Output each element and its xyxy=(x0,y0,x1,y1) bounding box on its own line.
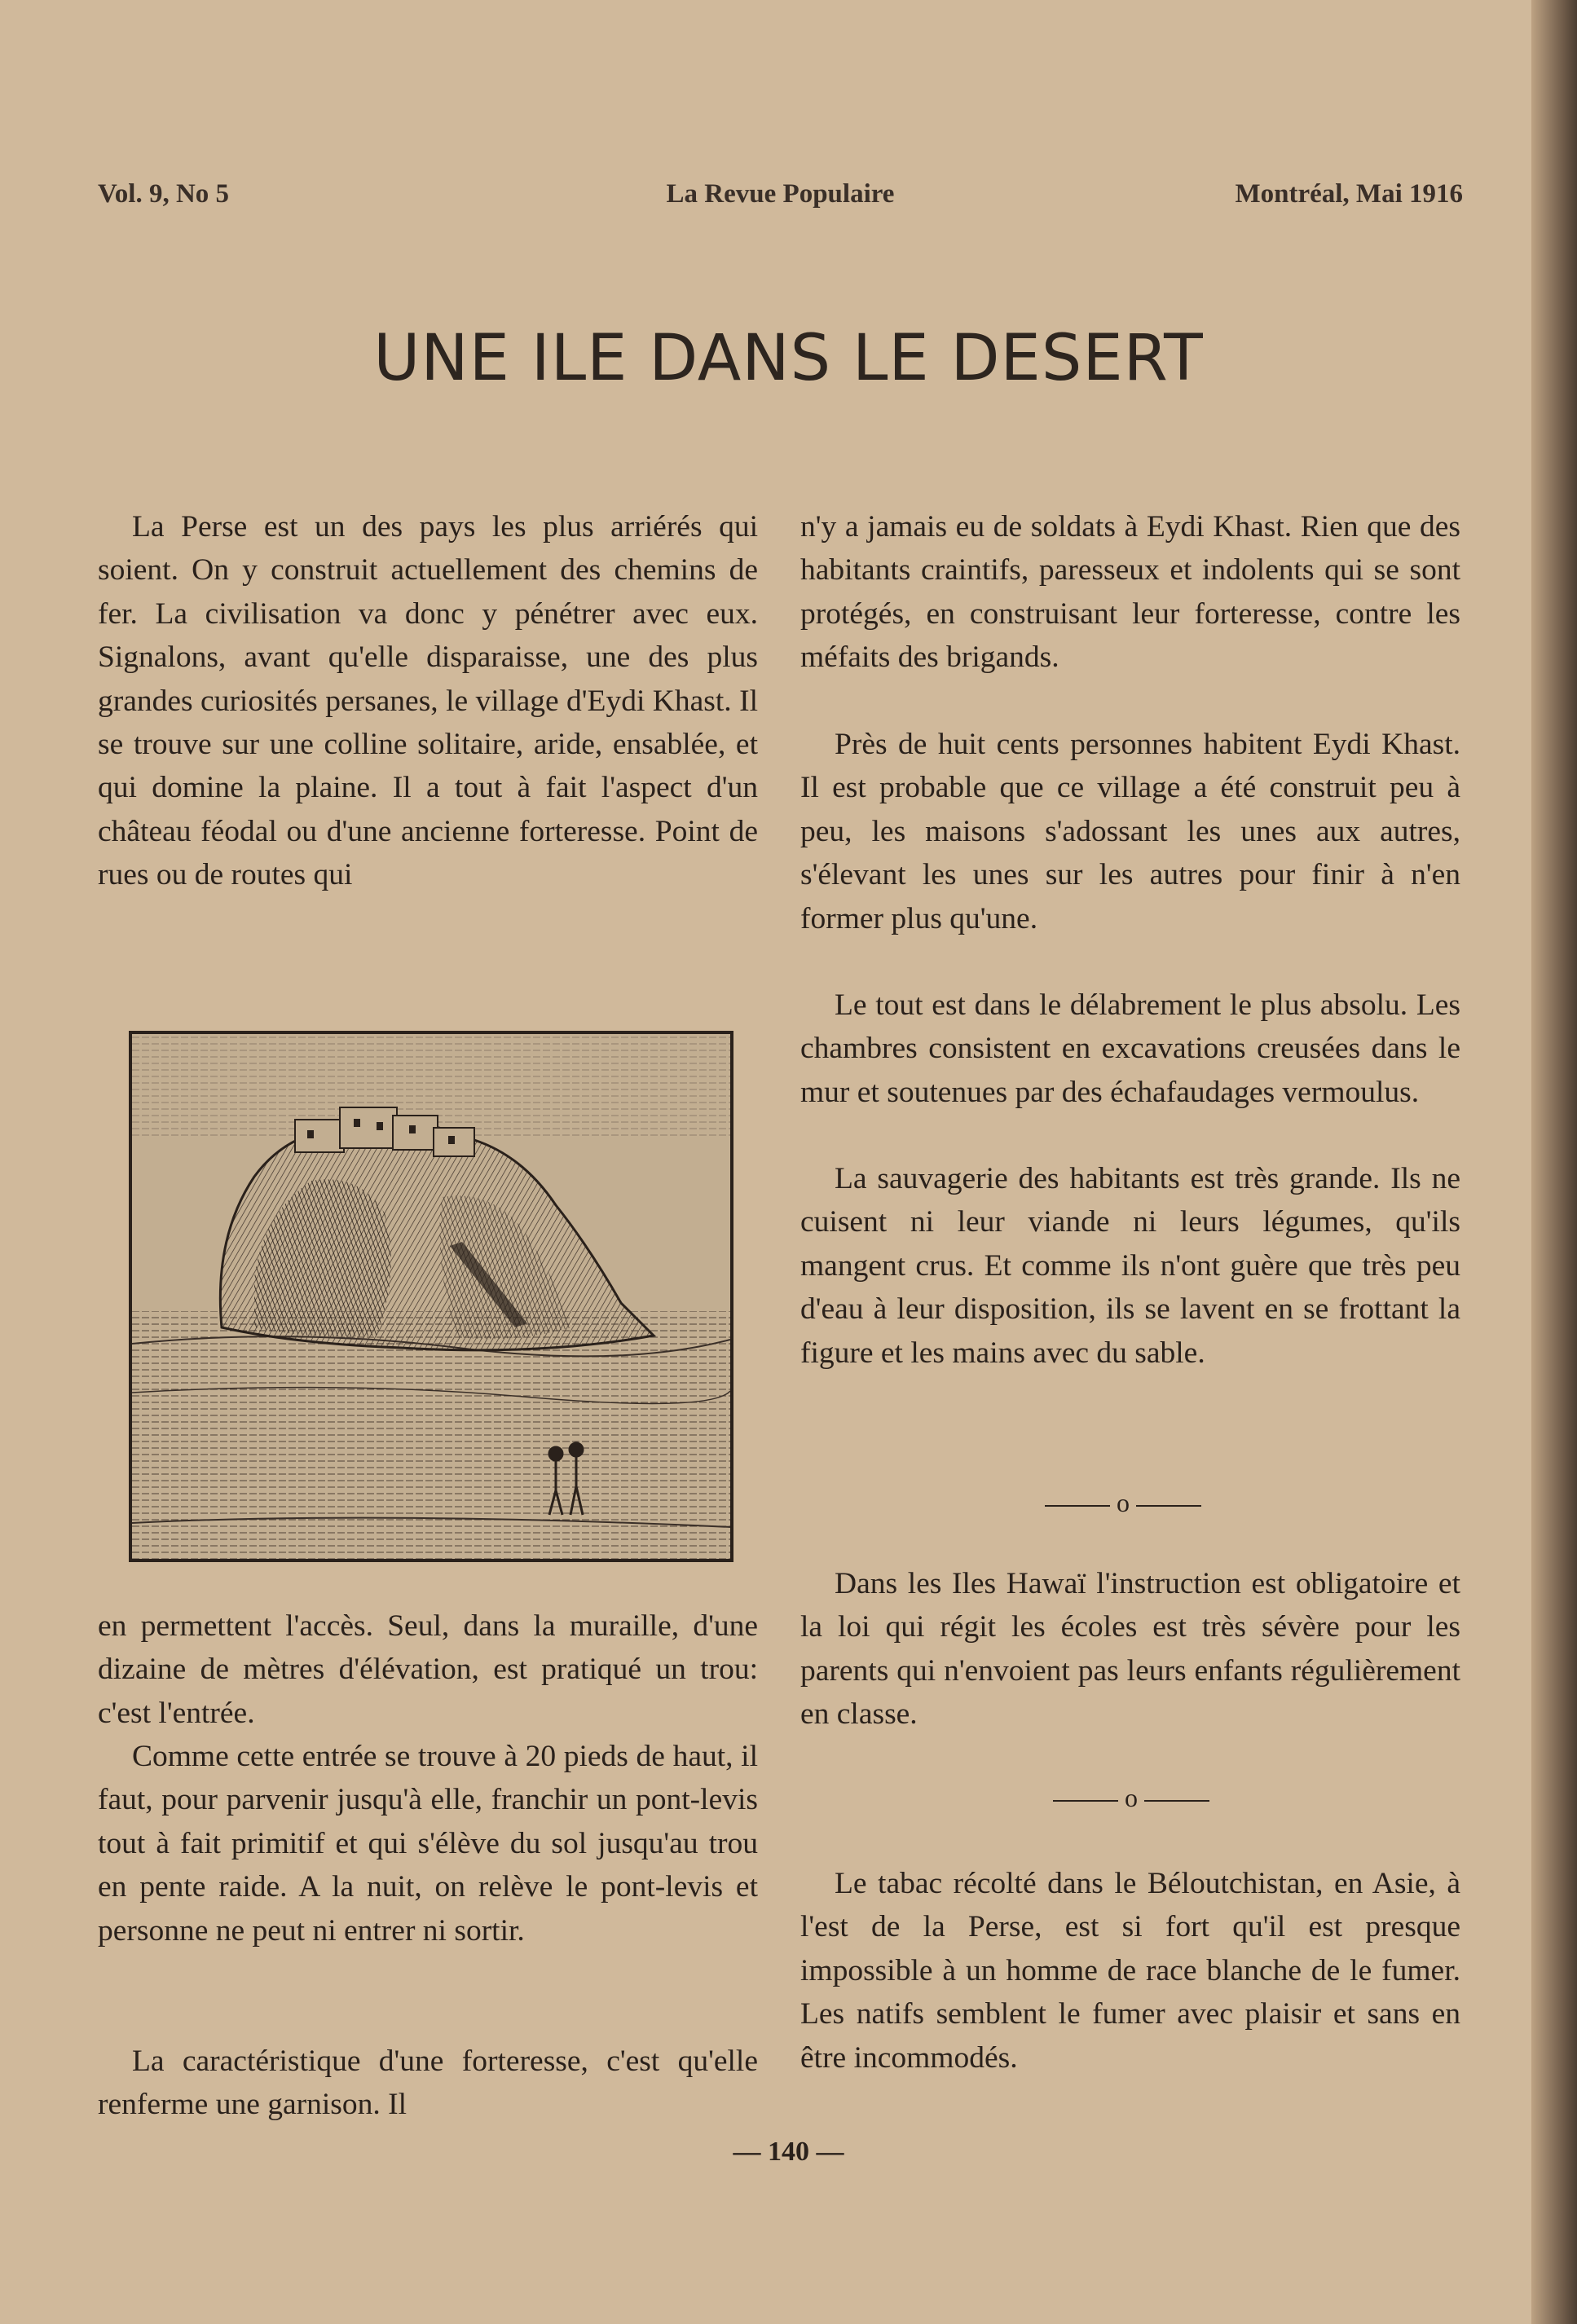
fortress-engraving xyxy=(132,1034,730,1559)
header-publication: La Revue Populaire xyxy=(666,179,895,209)
header-volume: Vol. 9, No 5 xyxy=(98,179,230,209)
paragraph-right-inhabitants: Près de huit cents personnes habitent Eydi Khast. Il est probable que ce village a été construit peu à peu, les maisons s'adossant les unes aux autres, s'élevant les unes sur les autres pour finir à n'en former plus qu'une. xyxy=(800,728,1460,935)
note-tabac: Le tabac récolté dans le Béloutchistan, en Asie, à l'est de la Perse, est si fort qu'il est presque impossible à un homme de race blanche de le fumer. Les natifs semblent le fumer avec plaisir et sans en être incommodés. xyxy=(800,1867,1460,2075)
header-place-date: Montréal, Mai 1916 xyxy=(1235,179,1463,209)
article-title: UNE ILE DANS LE DESERT xyxy=(373,322,1204,395)
note-hawaii: Dans les Iles Hawaï l'instruction est obligatoire et la loi qui régit les écoles est très sévère pour les parents qui n'envoient pas leurs enfants régulièrement en classe. xyxy=(800,1567,1460,1732)
paragraph-right-savagery: La sauvagerie des habitants est très grande. Ils ne cuisent ni leur viande ni leurs légumes, qu'ils mangent crus. Et comme ils n'ont guère que très peu d'eau à leur disposition, ils se lavent en se frottant la figure et les mains avec du sable. xyxy=(800,1162,1460,1370)
section-separator: o xyxy=(1053,1783,1209,1813)
paragraph-left-access: en permettent l'accès. Seul, dans la muraille, d'une dizaine de mètres d'élévation, est pratiqué un trou: c'est l'entrée. xyxy=(98,1609,758,1730)
paragraph-left-garrison: La caractéristique d'une forteresse, c'est qu'elle renferme une garnison. Il xyxy=(98,2045,758,2122)
paragraph-left-entrance: Comme cette entrée se trouve à 20 pieds de haut, il faut, pour parvenir jusqu'à elle, franchir un pont-levis tout à fait primitif et qui s'élève du sol jusqu'au trou en pente raide. A la nuit, on relève le pont-levis et personne ne peut ni entrer ni sortir. xyxy=(98,1740,758,1948)
paragraph-right-soldiers: n'y a jamais eu de soldats à Eydi Khast. Rien que des habitants craintifs, paresseux et indolents qui se sont protégés, en construisant leur forteresse, contre les méfaits des brigands. xyxy=(800,510,1460,675)
running-header xyxy=(98,179,1463,212)
page-number: — 140 — xyxy=(733,2137,844,2167)
section-separator: o xyxy=(1045,1488,1201,1518)
paragraph-right-decay: Le tout est dans le délabrement le plus absolu. Les chambres consistent en excavations creusées dans le mur et soutenues par des échafaudages vermoulus. xyxy=(800,988,1460,1109)
fortress-illustration xyxy=(129,1031,733,1562)
paragraph-left-top: La Perse est un des pays les plus arriérés qui soient. On y construit actuellement des chemins de fer. La civilisation va donc y pénétrer avec eux. Signalons, avant qu'elle disparaisse, une des plus grandes curiosités persanes, le village d'Eydi Khast. Il se trouve sur une colline solitaire, aride, ensablée, et qui domine la plaine. Il a tout à fait l'aspect d'un château féodal ou d'une ancienne forteresse. Point de rues ou de routes qui xyxy=(98,510,758,892)
